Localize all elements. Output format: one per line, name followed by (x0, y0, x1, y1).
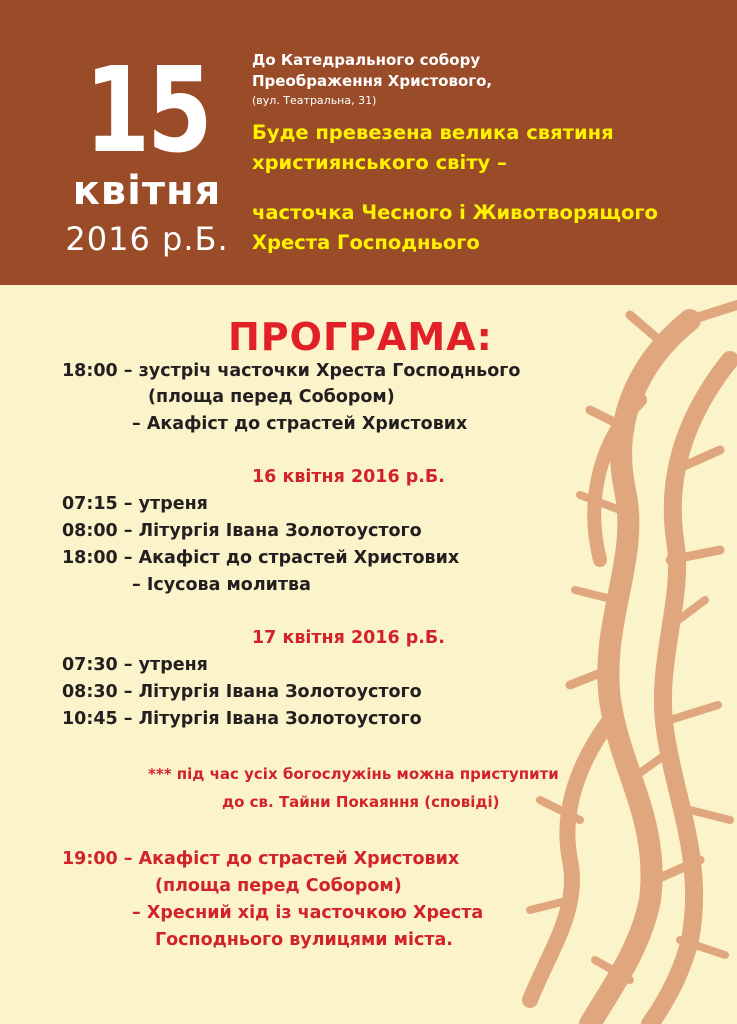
program-line: 07:15 – утреня (62, 494, 208, 514)
date-day: 15 (84, 41, 210, 179)
program-line: (площа перед Собором) (148, 387, 395, 407)
destination-line-2: Преображення Христового, (252, 72, 493, 90)
program-line: 08:30 – Літургія Івана Золотоустого (62, 682, 422, 702)
program-line: 19:00 – Акафіст до страстей Христових (62, 849, 460, 869)
program-line: 18:00 – Акафіст до страстей Христових (62, 548, 460, 568)
date-year: 2016 р.Б. (65, 220, 229, 258)
program-line: 10:45 – Літургія Івана Золотоустого (62, 709, 422, 729)
day-subheading: 17 квітня 2016 р.Б. (252, 628, 445, 648)
confession-note: до св. Тайни Покаяння (сповіді) (222, 793, 500, 811)
program-line: Господнього вулицями міста. (155, 930, 453, 950)
program-line: – Хресний хід із часточкою Хреста (132, 903, 484, 923)
confession-note: *** під час усіх богослужінь можна приступити (148, 765, 559, 783)
program-line: 07:30 – утреня (62, 655, 208, 675)
highlight-line-1: Буде превезена велика святиня (252, 121, 614, 144)
program-title: ПРОГРАМА: (228, 315, 493, 359)
date-month: квітня (72, 168, 222, 214)
program-line: – Акафіст до страстей Христових (132, 414, 468, 434)
crown-of-thorns-icon (490, 300, 737, 1024)
program-line: 18:00 – зустріч часточки Хреста Господнього (62, 361, 521, 381)
address: (вул. Театральна, 31) (252, 94, 377, 107)
program-line: (площа перед Собором) (155, 876, 402, 896)
program-line: – Ісусова молитва (132, 575, 311, 595)
destination-line-1: До Катедрального собору (252, 51, 481, 69)
day-subheading: 16 квітня 2016 р.Б. (252, 467, 445, 487)
header-banner (0, 0, 737, 285)
program-line: 08:00 – Літургія Івана Золотоустого (62, 521, 422, 541)
highlight-line-4: Хреста Господнього (252, 231, 480, 254)
highlight-line-2: християнського світу – (252, 151, 507, 174)
highlight-line-3: часточка Чесного і Животворящого (252, 201, 658, 224)
